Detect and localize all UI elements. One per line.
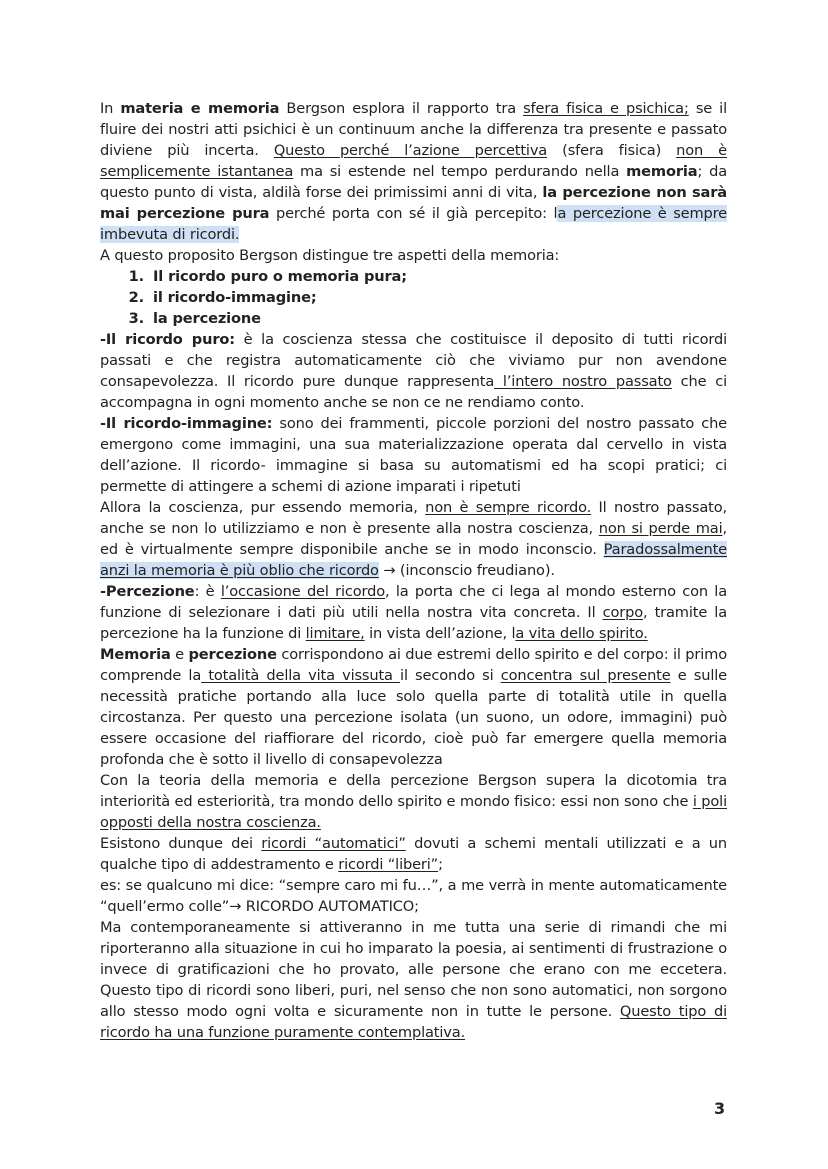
paragraph-dicotomia <box>100 770 727 833</box>
underlined-text: non è sempre ricordo. <box>425 499 592 516</box>
text: se il fluire dei nostri atti psichici è un continuum anche la differenza tra presente e passato diviene più incerta. <box>100 100 727 159</box>
underlined-text: a vita dello spirito. <box>515 625 648 642</box>
paragraph-ricordo-immagine <box>100 413 727 497</box>
underlined-text: concentra sul presente <box>500 667 671 684</box>
text: il secondo si <box>400 667 501 684</box>
text: (sfera fisica) <box>547 142 677 159</box>
list-item: 1. Il ricordo puro o memoria pura; <box>149 266 727 287</box>
text: ; <box>438 856 443 873</box>
text: → (inconscio freudiano). <box>378 562 555 579</box>
text: è la coscienza stessa che costituisce il deposito di tutti ricordi passati e che registra automaticamente ciò che viviamo pur non avendone consapevolezza. Il ricordo pure dunque rappresenta <box>100 331 727 390</box>
text: corrispondono ai due estremi dello spirito e del corpo: il primo comprende la <box>100 646 727 684</box>
paragraph-esempio: es: se qualcuno mi dice: “sempre caro mi fu…”, a me verrà in mente automaticamente “quell’ermo colle”→ RICORDO AUTOMATICO; <box>100 877 727 915</box>
bold-term: -Il ricordo-immagine: <box>100 415 273 432</box>
bold-term: la percezione non sarà mai percezione pura <box>100 184 728 222</box>
bold-term: memoria <box>626 163 698 180</box>
underlined-text: limitare, <box>305 625 365 642</box>
text: , ed è virtualmente sempre disponibile anche se in modo inconscio. <box>100 520 728 558</box>
bold-term: -Il ricordo puro: <box>100 331 235 348</box>
text: che ci accompagna in ogni momento anche se non ce ne rendiamo conto. <box>100 373 727 411</box>
underlined-text: i poli opposti della nostra coscienza. <box>100 793 727 831</box>
bold-term: materia e memoria <box>120 100 280 117</box>
text: dovuti a schemi mentali utilizzati e a un qualche tipo di addestramento e <box>100 835 728 873</box>
text: sono dei frammenti, piccole porzioni del nostro passato che emergono come immagini, una sua materializzazione operata dal cervello in vista dell’azione. Il ricordo- immagine si basa su automatismi ed ha scopi pratici; ci permette di attingere a schemi di azione imparati i ripetuti <box>100 415 727 495</box>
text: in vista dell’azione, l <box>364 625 516 642</box>
bold-term: percezione <box>188 646 277 663</box>
paragraph-ricordi-liberi <box>100 917 727 1043</box>
underlined-text: Questo tipo di ricordo ha una funzione puramente contemplativa. <box>100 1003 727 1041</box>
text: ; da questo punto di vista, aldilà forse dei primissimi anni di vita, <box>100 163 727 201</box>
text: Ma contemporaneamente si attiveranno in me tutta una serie di rimandi che mi riporteranno alla situazione in cui ho imparato la poesia, ai sentimenti di frustrazione o invece di gratificazioni che ho provato, alle persone che erano con me eccetera. Questo tipo di ricordi sono liberi, puri, nel senso che non sono automatici, non sorgono allo stesso modo ogni volta e sicuramente non in tutte le persone. <box>100 919 727 1020</box>
paragraph-coscienza <box>100 497 727 581</box>
text: Il nostro passato, anche se non lo utilizziamo e non è presente alla nostra coscienza, <box>100 499 727 537</box>
bold-term: Memoria <box>100 646 171 663</box>
text: , tramite la percezione ha la funzione di <box>100 604 727 642</box>
paragraph-memoria-percezione <box>100 644 727 770</box>
paragraph-aspects-intro: A questo proposito Bergson distingue tre aspetti della memoria: <box>100 247 560 264</box>
underlined-text: non è semplicemente istantanea <box>100 142 728 180</box>
text: e <box>170 646 189 663</box>
list-item: 2. il ricordo-immagine; <box>149 287 727 308</box>
bold-term: -Percezione <box>100 583 195 600</box>
underlined-text: corpo <box>602 604 643 621</box>
paragraph-intro <box>100 98 727 245</box>
paragraph-tipi-ricordi <box>100 833 727 875</box>
underlined-text: non si perde mai <box>598 520 723 537</box>
underlined-text: ricordi “liberi” <box>338 856 439 873</box>
paragraph-percezione <box>100 581 727 644</box>
text: Con la teoria della memoria e della percezione Bergson supera la dicotomia tra interiorità ed esteriorità, tra mondo dello spirito e mondo fisico: essi non sono che <box>100 772 727 810</box>
text: In <box>100 100 121 117</box>
memory-aspects-list <box>100 266 727 329</box>
paragraph-ricordo-puro <box>100 329 727 413</box>
highlighted-text: a percezione è sempre imbevuta di ricordi. <box>100 205 728 243</box>
underlined-text: l’occasione del ricordo <box>220 583 386 600</box>
underlined-text: ricordi “automatici” <box>261 835 406 852</box>
text: perché porta con sé il già percepito: l <box>269 205 558 222</box>
text: Esistono dunque dei <box>100 835 262 852</box>
document-body <box>100 98 727 1043</box>
text: e sulle necessità pratiche portando alla luce solo quella parte di totalità utile in quella circostanza. Per questo una percezione isolata (un suono, un odore, immagini) può essere occasione del riaffiorare del ricordo, cioè può far emergere quella memoria profonda che è sotto il livello di consapevolezza <box>100 667 727 768</box>
text: : è <box>194 583 221 600</box>
page-number: 3 <box>714 1099 726 1118</box>
list-item: 3. la percezione <box>149 308 727 329</box>
underlined-text: totalità della vita vissuta <box>201 667 401 684</box>
underlined-text: Questo perché l’azione percettiva <box>273 142 548 159</box>
text: ma si estende nel tempo perdurando nella <box>293 163 627 180</box>
underlined-text: sfera fisica e psichica; <box>523 100 689 117</box>
highlighted-text: Paradossalmente anzi la memoria è più oblio che ricordo <box>100 541 727 579</box>
text: Allora la coscienza, pur essendo memoria, <box>100 499 426 516</box>
underlined-text: l’intero nostro passato <box>494 373 672 390</box>
text: Bergson esplora il rapporto tra <box>279 100 524 117</box>
text: , la porta che ci lega al mondo esterno con la funzione di selezionare i dati più utili nella nostra vita concreta. Il <box>100 583 727 621</box>
